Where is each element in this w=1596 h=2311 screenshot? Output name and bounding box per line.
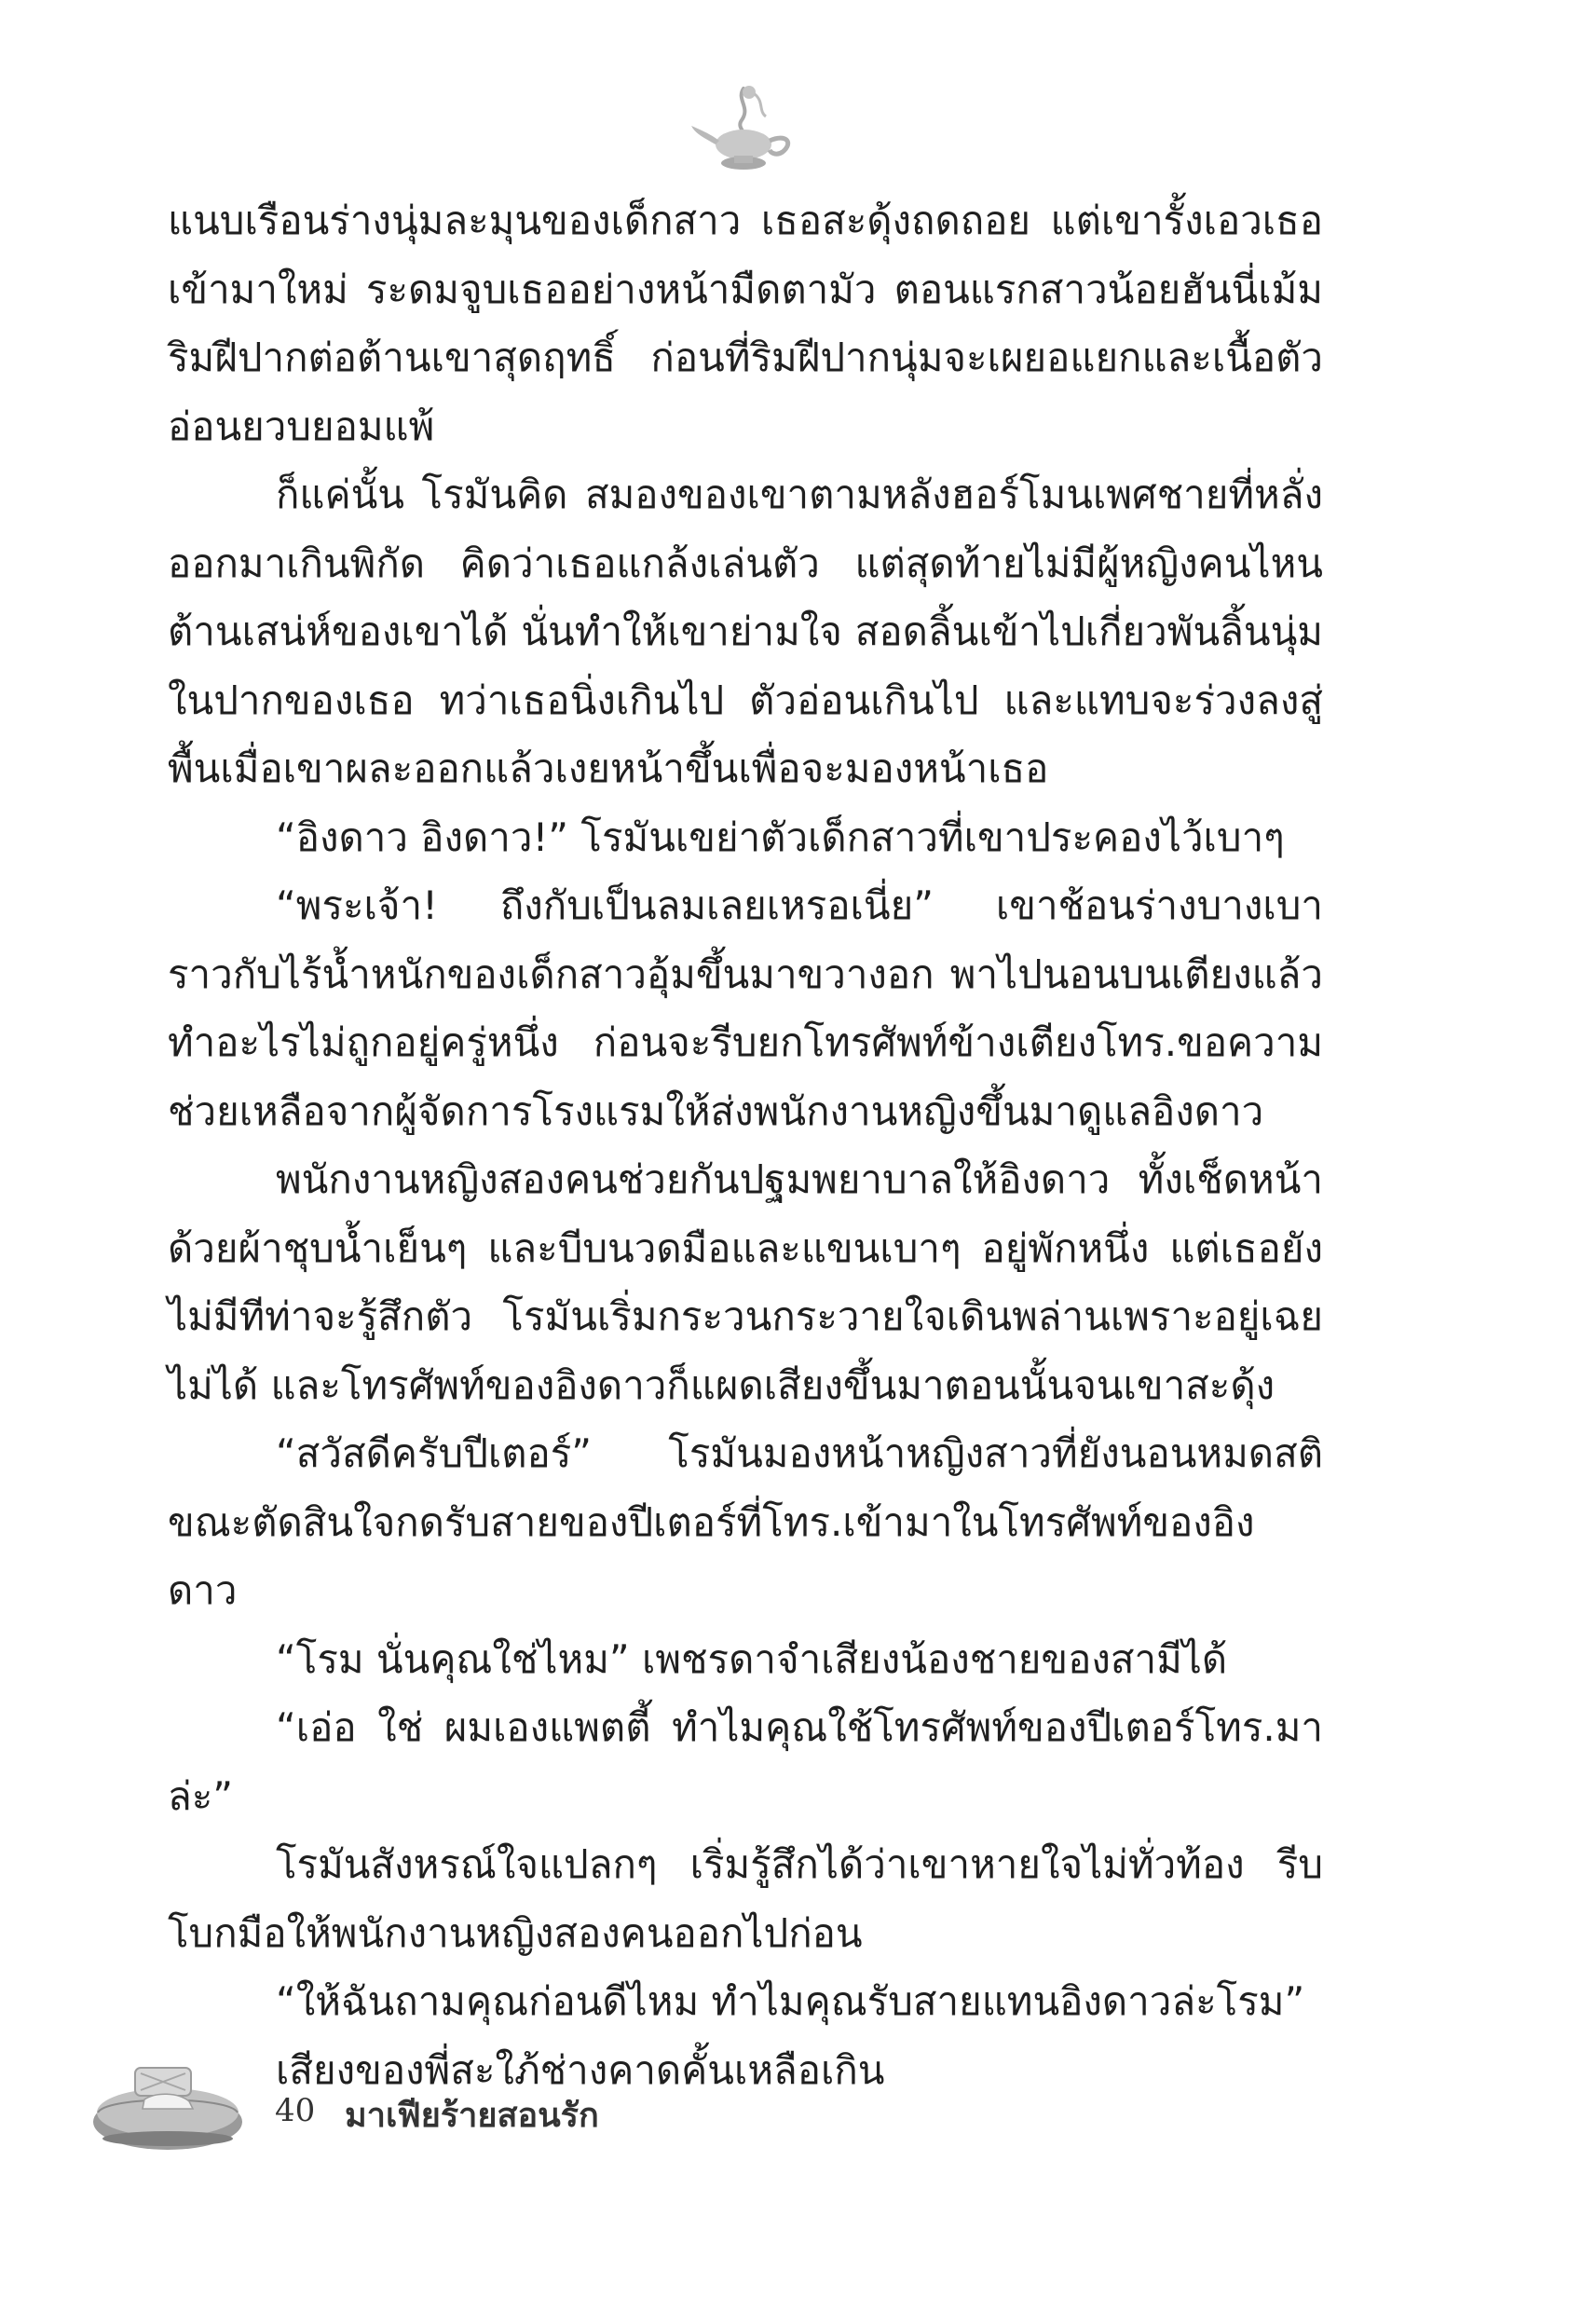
paragraph-10: “ให้ฉันถามคุณก่อนดีไหม ทำไมคุณรับสายแทนอิงดาวล่ะโรม” (276, 1978, 1305, 2024)
paragraph-9: โรมันสังหรณ์ใจแปลกๆ เริ่มรู้สึกได้ว่าเขาหายใจไม่ทั่วท้อง รีบโบกมือให้พนักงานหญิงสองคนออกไปก่อน (168, 1841, 1323, 1956)
bed-illustration-icon (89, 2055, 247, 2157)
paragraph-6: “สวัสดีครับปีเตอร์” โรมันมองหน้าหญิงสาวที่ยังนอนหมดสติขณะตัดสินใจกดรับสายของปีเตอร์ที่โทร.เข้ามาในโทรศัพท์ของอิงดาว (168, 1430, 1323, 1613)
book-title: มาเฟียร้ายสอนรัก (345, 2097, 599, 2135)
paragraph-11: เสียงของพี่สะใภ้ช่างคาดคั้นเหลือเกิน (276, 2046, 885, 2093)
paragraph-7: “โรม นั่นคุณใช่ไหม” เพชรดาจำเสียงน้องชายของสามีได้ (276, 1635, 1228, 1682)
paragraph-8: “เอ่อ ใช่ ผมเองแพตตี้ ทำไมคุณใช้โทรศัพท์ของปีเตอร์โทร.มาล่ะ” (168, 1704, 1323, 1819)
genie-lamp-icon (689, 79, 801, 182)
paragraph-4: “พระเจ้า! ถึงกับเป็นลมเลยเหรอเนี่ย” เขาช้อนร่างบางเบาราวกับไร้น้ำหนักของเด็กสาวอุ้มขึ้นมาขวางอก พาไปนอนบนเตียงแล้วทำอะไรไม่ถูกอยู่ครู่หนึ่ง ก่อนจะรีบยกโทรศัพท์ข้างเตียงโทร.ขอความช่วยเหลือจากผู้จัดการโรงแรมให้ส่งพนักงานหญิงขึ้นมาดูแลอิงดาว (168, 882, 1323, 1134)
paragraph-3: “อิงดาว อิงดาว!” โรมันเขย่าตัวเด็กสาวที่เขาประคองไว้เบาๆ (276, 814, 1285, 860)
paragraph-2: ก็แค่นั้น โรมันคิด สมองของเขาตามหลังฮอร์โมนเพศชายที่หลั่งออกมาเกินพิกัด คิดว่าเธอแกล้งเล่นตัว แต่สุดท้ายไม่มีผู้หญิงคนไหนต้านเสน่ห์ของเขาได้ นั่นทำให้เขาย่ามใจ สอดลิ้นเข้าไปเกี่ยวพันลิ้นนุ่มในปากของเธอ ทว่าเธอนิ่งเกินไป ตัวอ่อนเกินไป และแทบจะร่วงลงสู่พื้นเมื่อเขาผละออกแล้วเงยหน้าขึ้นเพื่อจะมองหน้าเธอ (168, 472, 1323, 791)
page-footer (89, 2055, 741, 2157)
body-text (168, 186, 1323, 2104)
page-number: 40 (275, 2092, 316, 2129)
paragraph-5: พนักงานหญิงสองคนช่วยกันปฐมพยาบาลให้อิงดาว ทั้งเช็ดหน้าด้วยผ้าชุบน้ำเย็นๆ และบีบนวดมือและแขนเบาๆ อยู่พักหนึ่ง แต่เธอยังไม่มีทีท่าจะรู้สึกตัว โรมันเริ่มกระวนกระวายใจเดินพล่านเพราะอยู่เฉยไม่ได้ และโทรศัพท์ของอิงดาวก็แผดเสียงขึ้นมาตอนนั้นจนเขาสะดุ้ง (168, 1156, 1323, 1408)
paragraph-1: แนบเรือนร่างนุ่มละมุนของเด็กสาว เธอสะดุ้งถดถอย แต่เขารั้งเอวเธอเข้ามาใหม่ ระดมจูบเธออย่างหน้ามืดตามัว ตอนแรกสาวน้อยฮันนี่เม้มริมฝีปากต่อต้านเขาสุดฤทธิ์ ก่อนที่ริมฝีปากนุ่มจะเผยอแยกและเนื้อตัวอ่อนยวบยอมแพ้ (168, 198, 1323, 449)
